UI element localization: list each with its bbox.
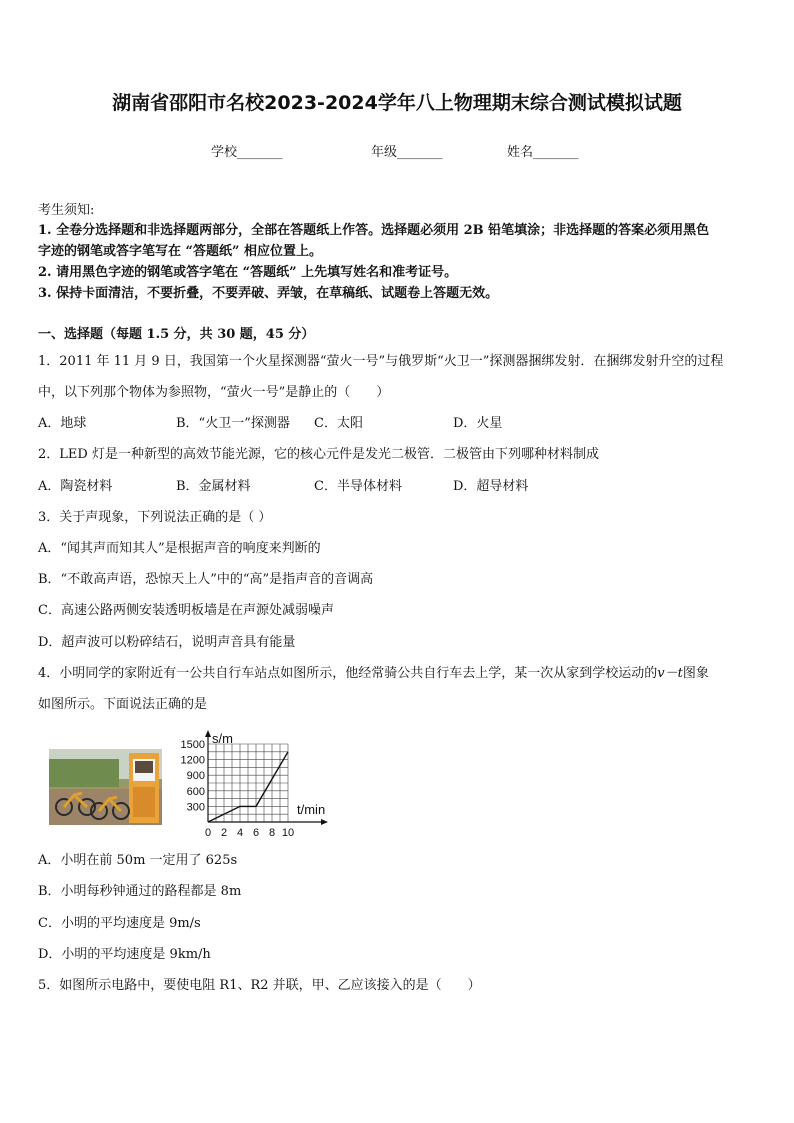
q4-stem-text: 4．小明同学的家附近有一公共自行车站点如图所示，他经常骑公共自行车去上学，某一次从家到学校运动的	[38, 666, 658, 681]
q5-stem: 5．如图所示电路中，要使电阻 R1、R2 并联，甲、乙应该接入的是（ ）	[38, 978, 481, 993]
q2-option-b: B．金属材料	[176, 479, 251, 494]
x-tick-label: 0	[204, 827, 212, 839]
section-heading: 一、选择题（每题 1.5 分，共 30 题，45 分）	[38, 327, 315, 342]
bicycle-station-photo	[49, 749, 162, 825]
graph-grid	[208, 744, 288, 822]
bicycle-photo-illustration	[49, 749, 162, 825]
grade-field: 年级_______	[371, 145, 443, 160]
q3-option-a: A．“闻其声而知其人”是根据声音的响度来判断的	[38, 541, 321, 556]
notice-heading: 考生须知:	[38, 203, 95, 218]
notice-line-1: 1. 全卷分选择题和非选择题两部分，全部在答题纸上作答。选择题必须用 2B 铅笔填涂；非选择题的答案必须用黑色	[38, 223, 710, 238]
q2-option-c: C．半导体材料	[314, 479, 402, 494]
name-field: 姓名_______	[507, 145, 579, 160]
y-tick-label: 300	[186, 801, 205, 814]
q4-stem-line1	[38, 666, 709, 682]
q1-option-d: D．火星	[453, 416, 503, 431]
y-tick-label: 1200	[180, 754, 205, 767]
q3-option-d: D．超声波可以粉碎结石，说明声音具有能量	[38, 635, 296, 650]
q2-option-d: D．超导材料	[453, 479, 529, 494]
x-tick-label: 6	[252, 827, 260, 839]
page-title: 湖南省邵阳市名校2023-2024学年八上物理期末综合测试模拟试题	[112, 92, 682, 114]
x-axis-arrow	[321, 819, 328, 825]
notice-line-2: 字迹的钢笔或答字笔写在 “答题纸” 相应位置上。	[38, 244, 323, 259]
q2-stem: 2．LED 灯是一种新型的高效节能光源，它的核心元件是发光二极管．二极管由下列哪种材料制成	[38, 447, 599, 462]
q3-stem: 3．关于声现象，下列说法正确的是（ ）	[38, 510, 272, 525]
y-axis-arrow	[205, 730, 211, 737]
y-tick-label: 1500	[180, 739, 205, 751]
q3-option-b: B．“不敢高声语，恐惊天上人”中的“高”是指声音的音调高	[38, 572, 374, 587]
notice-line-4: 3. 保持卡面清洁，不要折叠，不要弄破、弄皱，在草稿纸、试题卷上答题无效。	[38, 286, 499, 301]
q4-stem-line2: 如图所示。下面说法正确的是	[38, 697, 208, 712]
x-tick-label: 2	[220, 827, 228, 839]
q4-option-b: B．小明每秒钟通过的路程都是 8m	[38, 884, 242, 899]
q3-option-c: C．高速公路两侧安装透明板墙是在声源处减弱噪声	[38, 603, 334, 618]
q4-stem-tail: 图象	[682, 666, 709, 681]
school-field: 学校_______	[211, 145, 283, 160]
x-axis-label: t/min	[297, 802, 326, 817]
q2-option-a: A．陶瓷材料	[38, 479, 113, 494]
q4-vt-symbol: v－t	[657, 666, 683, 681]
notice-line-3: 2. 请用黑色字迹的钢笔或答字笔在 “答题纸” 上先填写姓名和准考证号。	[38, 265, 458, 280]
y-tick-label: 600	[186, 785, 205, 798]
st-graph	[180, 730, 340, 844]
y-tick-label: 900	[186, 770, 205, 783]
y-axis-label: s/m	[212, 731, 233, 746]
x-tick-label: 8	[268, 827, 276, 839]
q4-option-d: D．小明的平均速度是 9km/h	[38, 947, 211, 962]
q4-option-a: A．小明在前 50m 一定用了 625s	[38, 853, 238, 868]
x-tick-label: 10	[281, 827, 295, 839]
q1-option-b: B．“火卫一”探测器	[176, 416, 290, 431]
q1-stem-line2: 中，以下列那个物体为参照物，“萤火一号”是静止的（ ）	[38, 385, 390, 400]
q1-option-c: C．太阳	[314, 416, 363, 431]
q1-stem-line1: 1．2011 年 11 月 9 日，我国第一个火星探测器“萤火一号”与俄罗斯“火卫一”探测器捆绑发射．在捆绑发射升空的过程	[38, 354, 724, 369]
st-graph-svg	[180, 730, 340, 844]
q4-option-c: C．小明的平均速度是 9m/s	[38, 916, 201, 931]
q1-option-a: A．地球	[38, 416, 87, 431]
x-tick-label: 4	[236, 827, 244, 839]
